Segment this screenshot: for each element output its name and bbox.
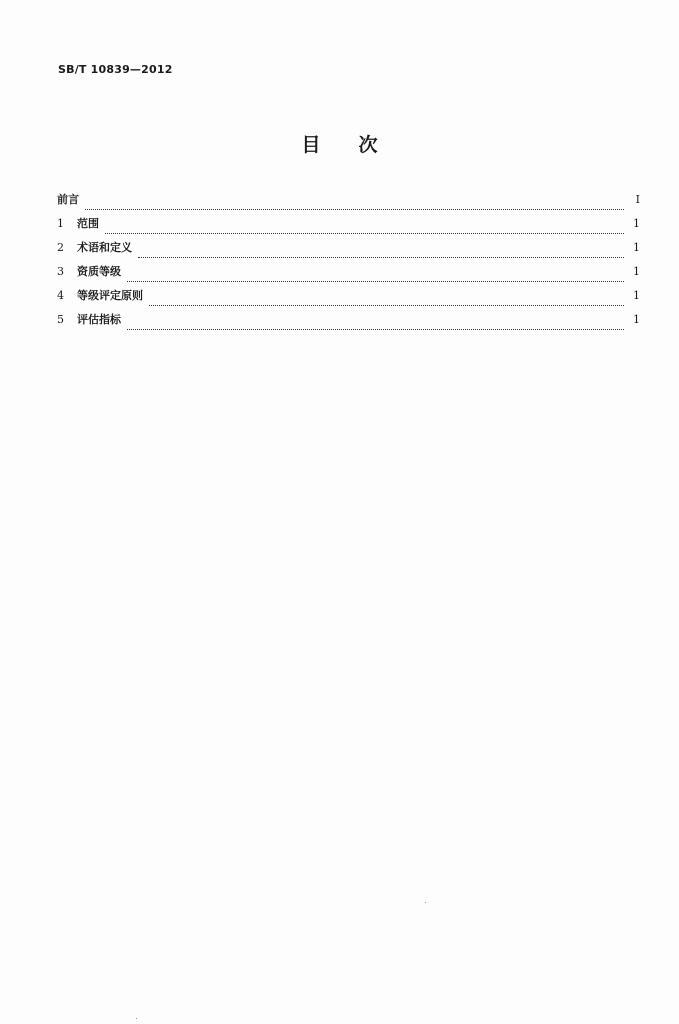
toc-entry-number: 4 <box>57 289 64 302</box>
toc-leader-dots <box>127 281 624 282</box>
table-of-contents <box>57 193 640 337</box>
toc-entry-page: Ⅰ <box>635 193 640 206</box>
toc-entry-page: 1 <box>633 289 640 302</box>
toc-leader-dots <box>127 329 624 330</box>
toc-entry-label: 术语和定义 <box>77 241 132 254</box>
toc-leader-dots <box>138 257 624 258</box>
toc-entry-assessment-indicators[interactable] <box>57 313 640 337</box>
standard-code: SB/T 10839—2012 <box>58 63 173 76</box>
toc-entry-page: 1 <box>633 265 640 278</box>
toc-entry-number: 5 <box>57 313 64 326</box>
page-title: 目次 <box>301 134 416 156</box>
toc-entry-page: 1 <box>633 313 640 326</box>
toc-entry-number: 2 <box>57 241 64 254</box>
toc-entry-rating-principles[interactable] <box>57 289 640 313</box>
toc-entry-terms[interactable] <box>57 241 640 265</box>
toc-entry-page: 1 <box>633 217 640 230</box>
toc-entry-label: 评估指标 <box>77 313 121 326</box>
toc-leader-dots <box>149 305 624 306</box>
toc-entry-label: 范围 <box>77 217 99 230</box>
toc-entry-foreword[interactable] <box>57 193 640 217</box>
toc-entry-label: 资质等级 <box>77 265 121 278</box>
toc-leader-dots <box>85 209 624 210</box>
toc-entry-page: 1 <box>633 241 640 254</box>
toc-entry-scope[interactable] <box>57 217 640 241</box>
scan-speck <box>425 902 426 903</box>
toc-leader-dots <box>105 233 624 234</box>
toc-entry-label: 等级评定原则 <box>77 289 143 302</box>
toc-entry-number: 3 <box>57 265 64 278</box>
toc-entry-label: 前言 <box>57 193 79 206</box>
toc-entry-number: 1 <box>57 217 64 230</box>
scan-speck <box>136 1018 137 1019</box>
toc-entry-qualification-grades[interactable] <box>57 265 640 289</box>
